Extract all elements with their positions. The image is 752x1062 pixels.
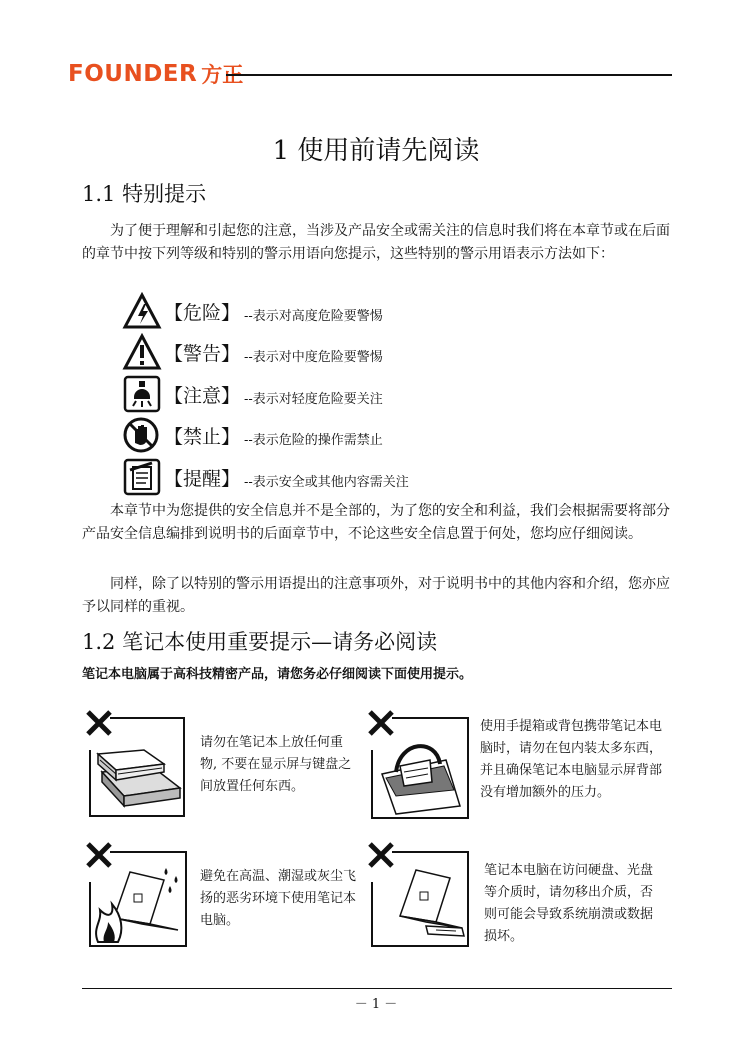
section-1-1-para2: 本章节中为您提供的安全信息并不是全部的，为了您的安全和利益，我们会根据需要将部分产品安全信息编排到说明书的后面章节中，不论这些安全信息置于何处，您均应仔细阅读。 xyxy=(82,503,670,542)
logo-cjk-text: 方正 xyxy=(201,63,244,87)
section-1-1-para3: 同样，除了以特别的警示用语提出的注意事项外，对于说明书中的其他内容和介绍，您亦应予以同样的重视。 xyxy=(82,576,670,615)
tip-heavy-objects-text: 请勿在笔记本上放任何重物, 不要在显示屏与键盘之间放置任何东西。 xyxy=(200,735,352,794)
logo-latin-text: FOUNDER xyxy=(68,61,198,87)
reminder-icon xyxy=(122,458,162,496)
warning-desc-danger: --表示对高度危险要警惕 xyxy=(244,308,383,324)
warning-name-danger: 【危险】 xyxy=(164,301,241,324)
media-icon xyxy=(366,838,472,950)
page-number: － 1 － xyxy=(354,997,398,1012)
header-rule xyxy=(226,74,672,76)
warning-row-reminder xyxy=(122,458,409,496)
warning-desc-caution: --表示对轻度危险要关注 xyxy=(244,391,383,407)
warning-name-prohibit: 【禁止】 xyxy=(164,425,241,448)
danger-icon xyxy=(122,292,162,330)
warning-row-warning xyxy=(122,333,383,371)
warning-row-caution xyxy=(122,375,383,413)
tip-media-text: 笔记本电脑在访问硬盘、光盘等介质时，请勿移出介质，否则可能会导致系统崩溃或数据损坏。 xyxy=(484,863,654,944)
prohibit-icon xyxy=(122,416,162,454)
tip-environment-text: 避免在高温、潮湿或灰尘飞扬的恶劣环境下使用笔记本电脑。 xyxy=(200,869,357,928)
bag-icon xyxy=(366,710,472,822)
warning-icon xyxy=(122,333,162,371)
founder-logo xyxy=(68,59,243,89)
warning-desc-reminder: --表示安全或其他内容需关注 xyxy=(244,474,409,490)
warning-name-warning: 【警告】 xyxy=(164,342,241,365)
tip-bag-text: 使用手提箱或背包携带笔记本电脑时，请勿在包内装太多东西，并且确保笔记本电脑显示屏背部没有增加额外的压力。 xyxy=(480,719,663,800)
section-1-2-lead: 笔记本电脑属于高科技精密产品，请您务必仔细阅读下面使用提示。 xyxy=(82,667,473,682)
page-title: 1 使用前请先阅读 xyxy=(272,136,480,166)
section-1-1-heading: 1.1 特别提示 xyxy=(82,182,207,206)
footer-rule xyxy=(82,988,672,989)
heavy-objects-icon xyxy=(84,710,188,820)
warning-row-danger xyxy=(122,292,383,330)
warning-desc-prohibit: --表示危险的操作需禁止 xyxy=(244,432,383,448)
warning-name-reminder: 【提醒】 xyxy=(164,467,241,490)
warning-name-caution: 【注意】 xyxy=(164,384,241,407)
section-1-1-intro: 为了便于理解和引起您的注意，当涉及产品安全或需关注的信息时我们将在本章节或在后面的章节中按下列等级和特别的警示用语向您提示，这些特别的警示用语表示方法如下： xyxy=(82,223,670,262)
warning-row-prohibit xyxy=(122,416,383,454)
caution-icon xyxy=(122,375,162,413)
section-1-2-heading: 1.2 笔记本使用重要提示—请务必阅读 xyxy=(82,630,438,654)
environment-icon xyxy=(84,838,190,950)
warning-desc-warning: --表示对中度危险要警惕 xyxy=(244,349,383,365)
